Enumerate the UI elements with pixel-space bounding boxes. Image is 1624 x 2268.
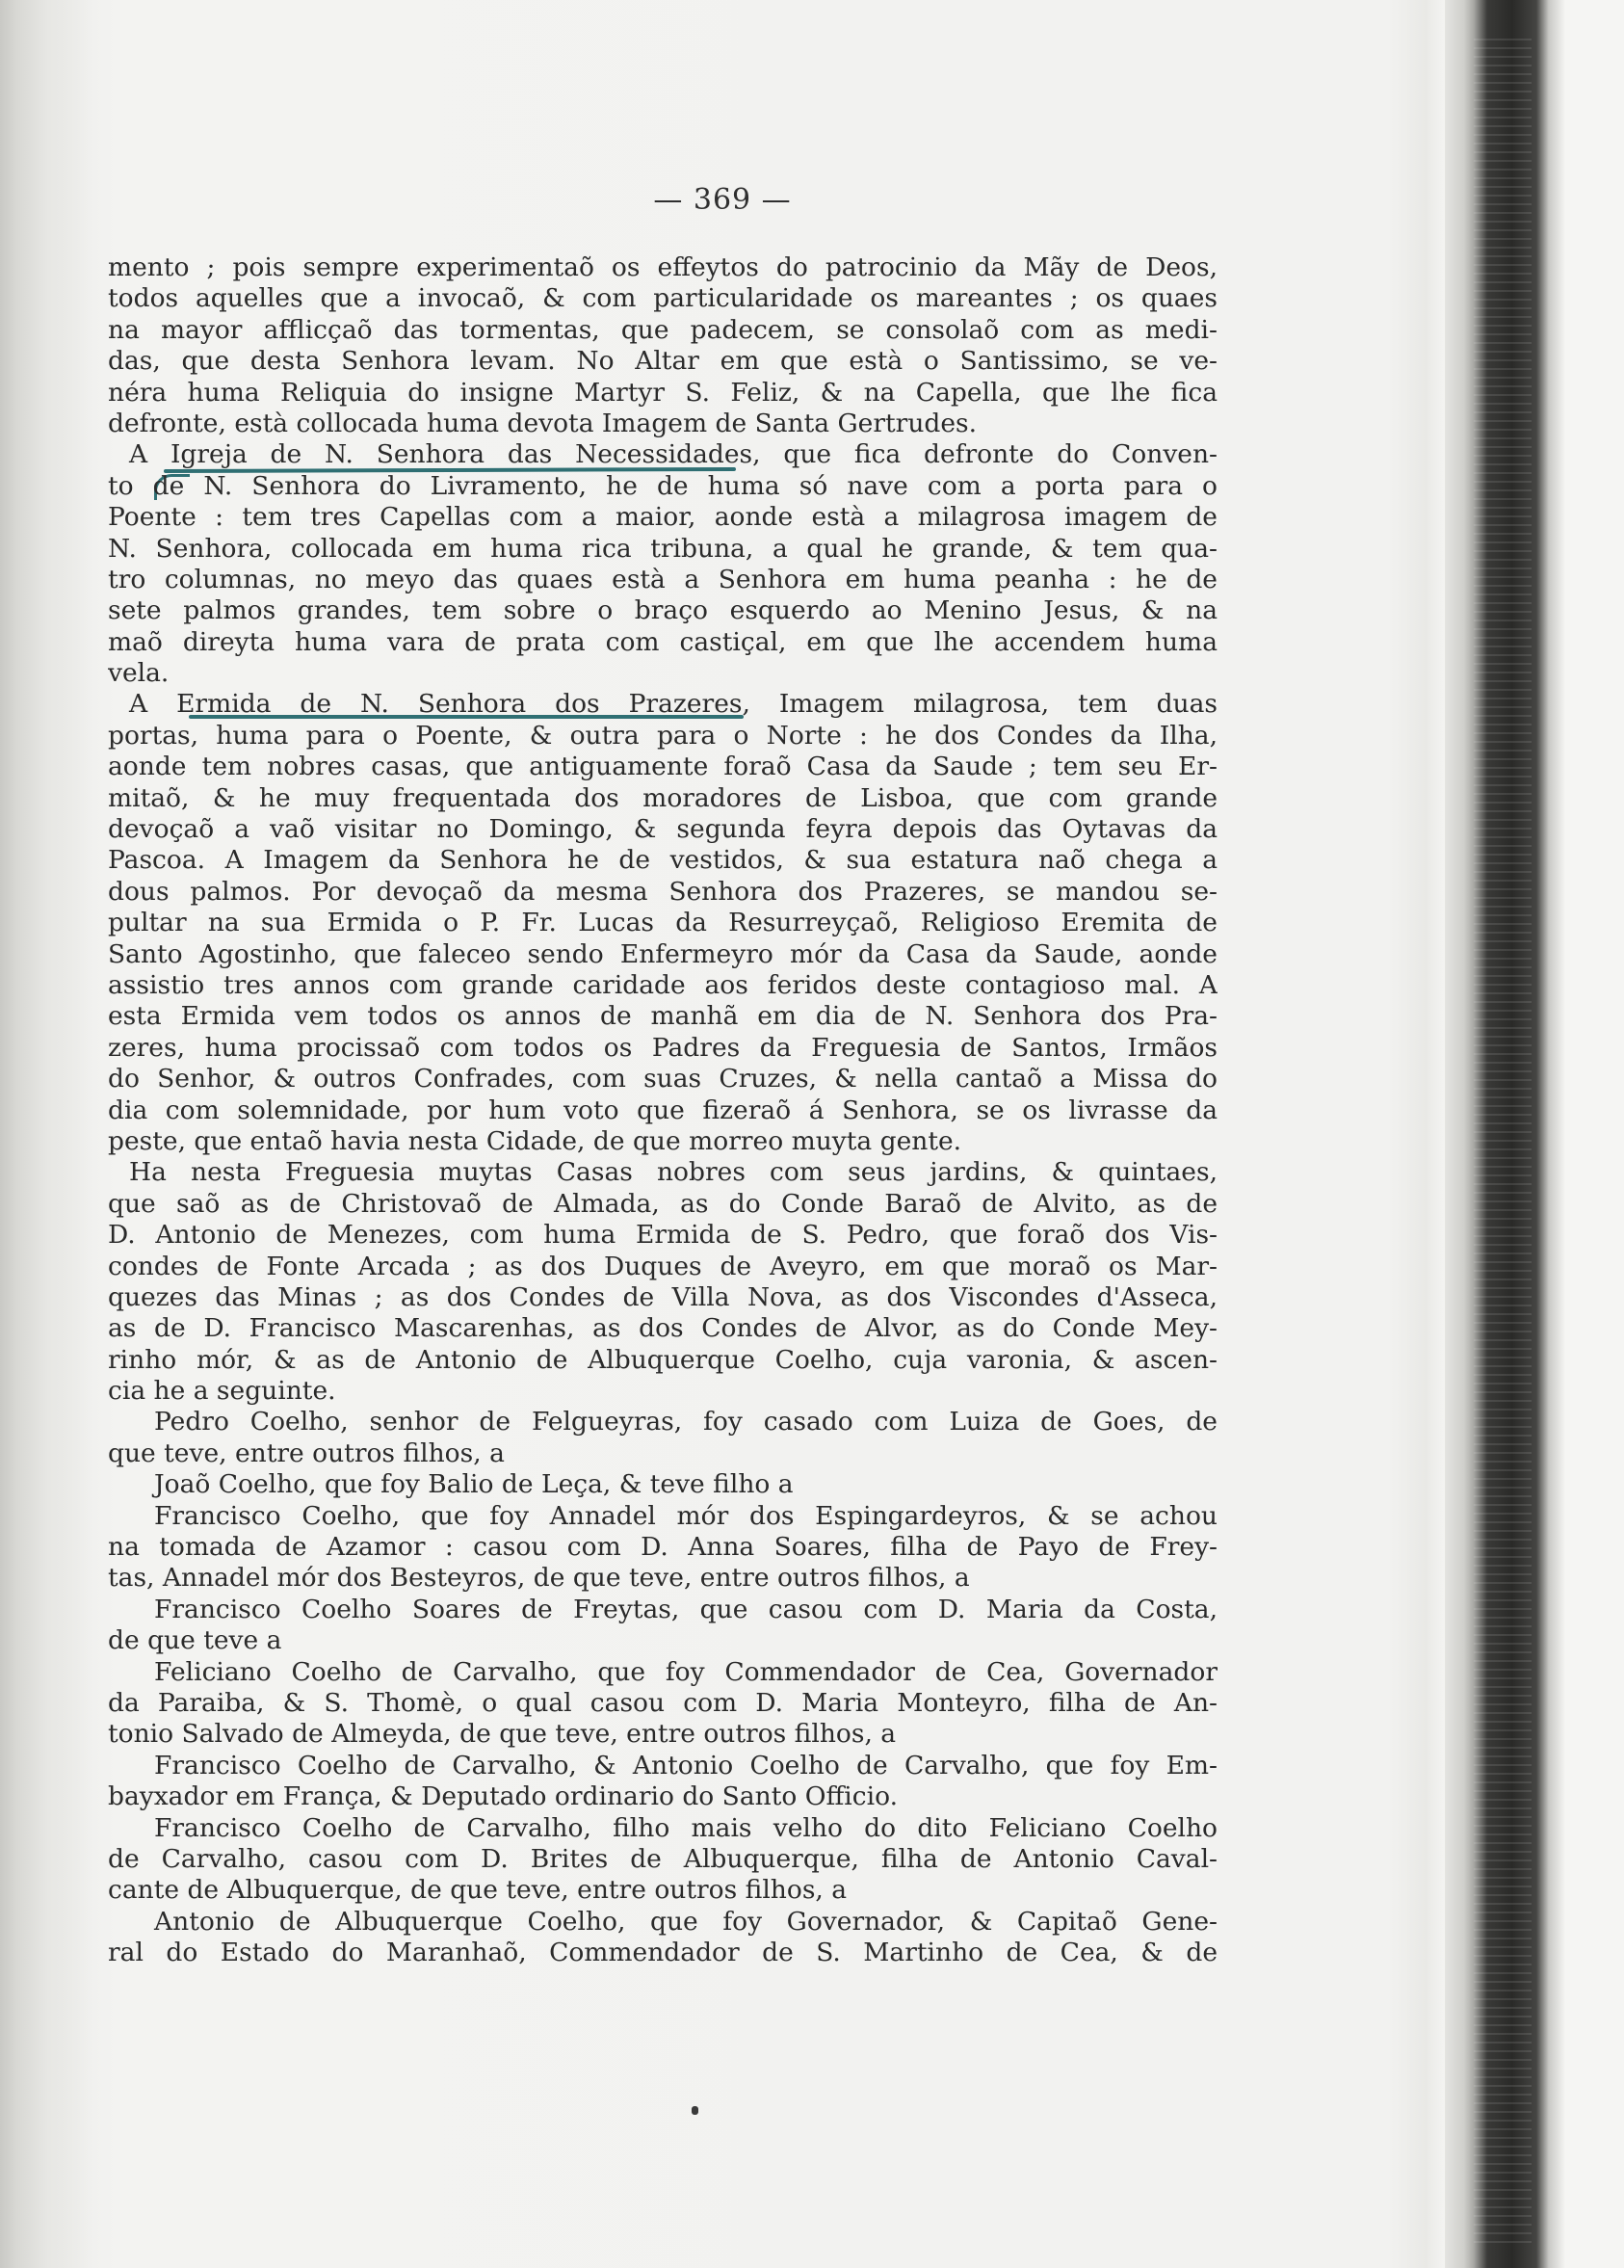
text-line: tas, Annadel mór dos Besteyros, de que teve, entre outros filhos, a xyxy=(108,1563,970,1594)
text-line: A Igreja de N. Senhora das Necessidades, que fica defronte do Conven- xyxy=(129,439,1218,470)
text-line: tro columnas, no meyo das quaes està a Senhora em huma peanha : he de xyxy=(108,564,1218,594)
text-line: bayxador em França, & Deputado ordinario do Santo Officio. xyxy=(108,1781,898,1812)
text-line: Antonio de Albuquerque Coelho, que foy Governador, & Capitaõ Gene- xyxy=(154,1906,1218,1937)
text-line: pultar na sua Ermida o P. Fr. Lucas da Resurreyçaõ, Religioso Eremita de xyxy=(108,908,1218,938)
text-line: assistio tres annos com grande caridade aos feridos deste contagioso mal. A xyxy=(108,969,1218,1000)
text-line: das, que desta Senhora levam. No Altar em que està o Santissimo, se ve- xyxy=(108,346,1218,377)
gutter-shadow xyxy=(0,0,92,2268)
text-line: que teve, entre outros filhos, a xyxy=(108,1437,505,1468)
text-line: devoçaõ a vaõ visitar no Domingo, & segunda feyra depois das Oytavas da xyxy=(108,814,1218,845)
book-page-edges xyxy=(1445,0,1624,2268)
text-line: as de D. Francisco Mascarenhas, as dos Condes de Alvor, as do Conde Mey- xyxy=(108,1313,1218,1344)
text-line: dia com solemnidade, por hum voto que fizeraõ á Senhora, se os livrasse da xyxy=(108,1094,1218,1125)
text-line: cia he a seguinte. xyxy=(108,1376,336,1407)
text-line: da Paraiba, & S. Thomè, o qual casou com D. Maria Monteyro, filha de An- xyxy=(108,1687,1218,1718)
text-line: Francisco Coelho, que foy Annadel mór dos Espingardeyros, & se achou xyxy=(154,1500,1218,1531)
text-line: de Carvalho, casou com D. Brites de Albuquerque, filha de Antonio Caval- xyxy=(108,1843,1218,1874)
text-line: Feliciano Coelho de Carvalho, que foy Commendador de Cea, Governador xyxy=(154,1656,1218,1687)
text-line: mento ; pois sempre experimentaõ os effeytos do patrocinio da Mãy de Deos, xyxy=(108,252,1218,282)
body-text xyxy=(108,252,1218,1968)
text-line: mitaõ, & he muy frequentada dos moradores de Lisboa, que com grande xyxy=(108,782,1218,813)
text-line: Francisco Coelho de Carvalho, & Antonio Coelho de Carvalho, que foy Em- xyxy=(154,1750,1218,1780)
text-line: zeres, huma procissaõ com todos os Padres da Freguesia de Santos, Irmãos xyxy=(108,1032,1218,1063)
text-line: Francisco Coelho de Carvalho, filho mais velho do dito Feliciano Coelho xyxy=(154,1812,1218,1843)
text-line: quezes das Minas ; as dos Condes de Villa Nova, as dos Viscondes d'Asseca, xyxy=(108,1281,1218,1312)
text-line: portas, huma para o Poente, & outra para o Norte : he dos Condes da Ilha, xyxy=(108,720,1218,751)
text-line: néra huma Reliquia do insigne Martyr S. Feliz, & na Capella, que lhe fica xyxy=(108,377,1218,408)
text-line: ral do Estado do Maranhaõ, Commendador de S. Martinho de Cea, & de xyxy=(108,1938,1218,1968)
text-line: condes de Fonte Arcada ; as dos Duques de Aveyro, em que moraõ os Mar- xyxy=(108,1251,1218,1281)
text-line: A Ermida de N. Senhora dos Prazeres, Imagem milagrosa, tem duas xyxy=(129,689,1218,720)
text-line: Francisco Coelho Soares de Freytas, que casou com D. Maria da Costa, xyxy=(154,1594,1218,1624)
text-line: esta Ermida vem todos os annos de manhã em dia de N. Senhora dos Pra- xyxy=(108,1001,1218,1032)
text-line: tonio Salvado de Almeyda, de que teve, entre outros filhos, a xyxy=(108,1719,897,1750)
text-line: Santo Agostinho, que faleceo sendo Enfermeyro mór da Casa da Saude, aonde xyxy=(108,938,1218,969)
text-line: na tomada de Azamor : casou com D. Anna Soares, filha de Payo de Frey- xyxy=(108,1532,1218,1563)
text-line: defronte, està collocada huma devota Imagem de Santa Gertrudes. xyxy=(108,408,978,438)
text-line: rinho mór, & as de Antonio de Albuquerque Coelho, cuja varonia, & ascen- xyxy=(108,1344,1218,1375)
text-line: Joaõ Coelho, que foy Balio de Leça, & teve filho a xyxy=(154,1469,794,1500)
text-line: peste, que entaõ havia nesta Cidade, de que morreo muyta gente. xyxy=(108,1125,962,1156)
text-line: do Senhor, & outros Confrades, com suas Cruzes, & nella cantaõ a Missa do xyxy=(108,1064,1218,1094)
text-line: dous palmos. Por devoçaõ da mesma Senhora dos Prazeres, se mandou se- xyxy=(108,876,1218,907)
bottom-mark xyxy=(692,2106,698,2115)
text-line: vela. xyxy=(108,658,170,689)
text-line: to de N. Senhora do Livramento, he de huma só nave com a porta para o xyxy=(108,470,1218,501)
text-line: sete palmos grandes, tem sobre o braço esquerdo ao Menino Jesus, & na xyxy=(108,595,1218,626)
text-line: D. Antonio de Menezes, com huma Ermida de S. Pedro, que foraõ dos Vis- xyxy=(108,1220,1218,1251)
page-number: — 369 — xyxy=(653,183,792,217)
text-line: Poente : tem tres Capellas com a maior, aonde està a milagrosa imagem de xyxy=(108,502,1218,533)
text-line: na mayor afflicçaõ das tormentas, que padecem, se consolaõ com as medi- xyxy=(108,314,1218,345)
text-line: de que teve a xyxy=(108,1625,282,1656)
text-line: todos aquelles que a invocaõ, & com particularidade os mareantes ; os quaes xyxy=(108,283,1218,314)
text-line: maõ direyta huma vara de prata com castiçal, em que lhe accendem huma xyxy=(108,626,1218,657)
text-line: Pascoa. A Imagem da Senhora he de vestidos, & sua estatura naõ chega a xyxy=(108,845,1218,876)
text-line: N. Senhora, collocada em huma rica tribuna, a qual he grande, & tem qua- xyxy=(108,533,1218,564)
text-line: Pedro Coelho, senhor de Felgueyras, foy casado com Luiza de Goes, de xyxy=(154,1407,1218,1437)
page-edge-stripes xyxy=(1474,39,1532,2245)
text-line: que saõ as de Christovaõ de Almada, as do Conde Baraõ de Alvito, as de xyxy=(108,1188,1218,1219)
text-line: Ha nesta Freguesia muytas Casas nobres com seus jardins, & quintaes, xyxy=(129,1157,1218,1188)
text-line: cante de Albuquerque, de que teve, entre outros filhos, a xyxy=(108,1875,848,1906)
text-line: aonde tem nobres casas, que antiguamente foraõ Casa da Saude ; tem seu Er- xyxy=(108,752,1218,782)
